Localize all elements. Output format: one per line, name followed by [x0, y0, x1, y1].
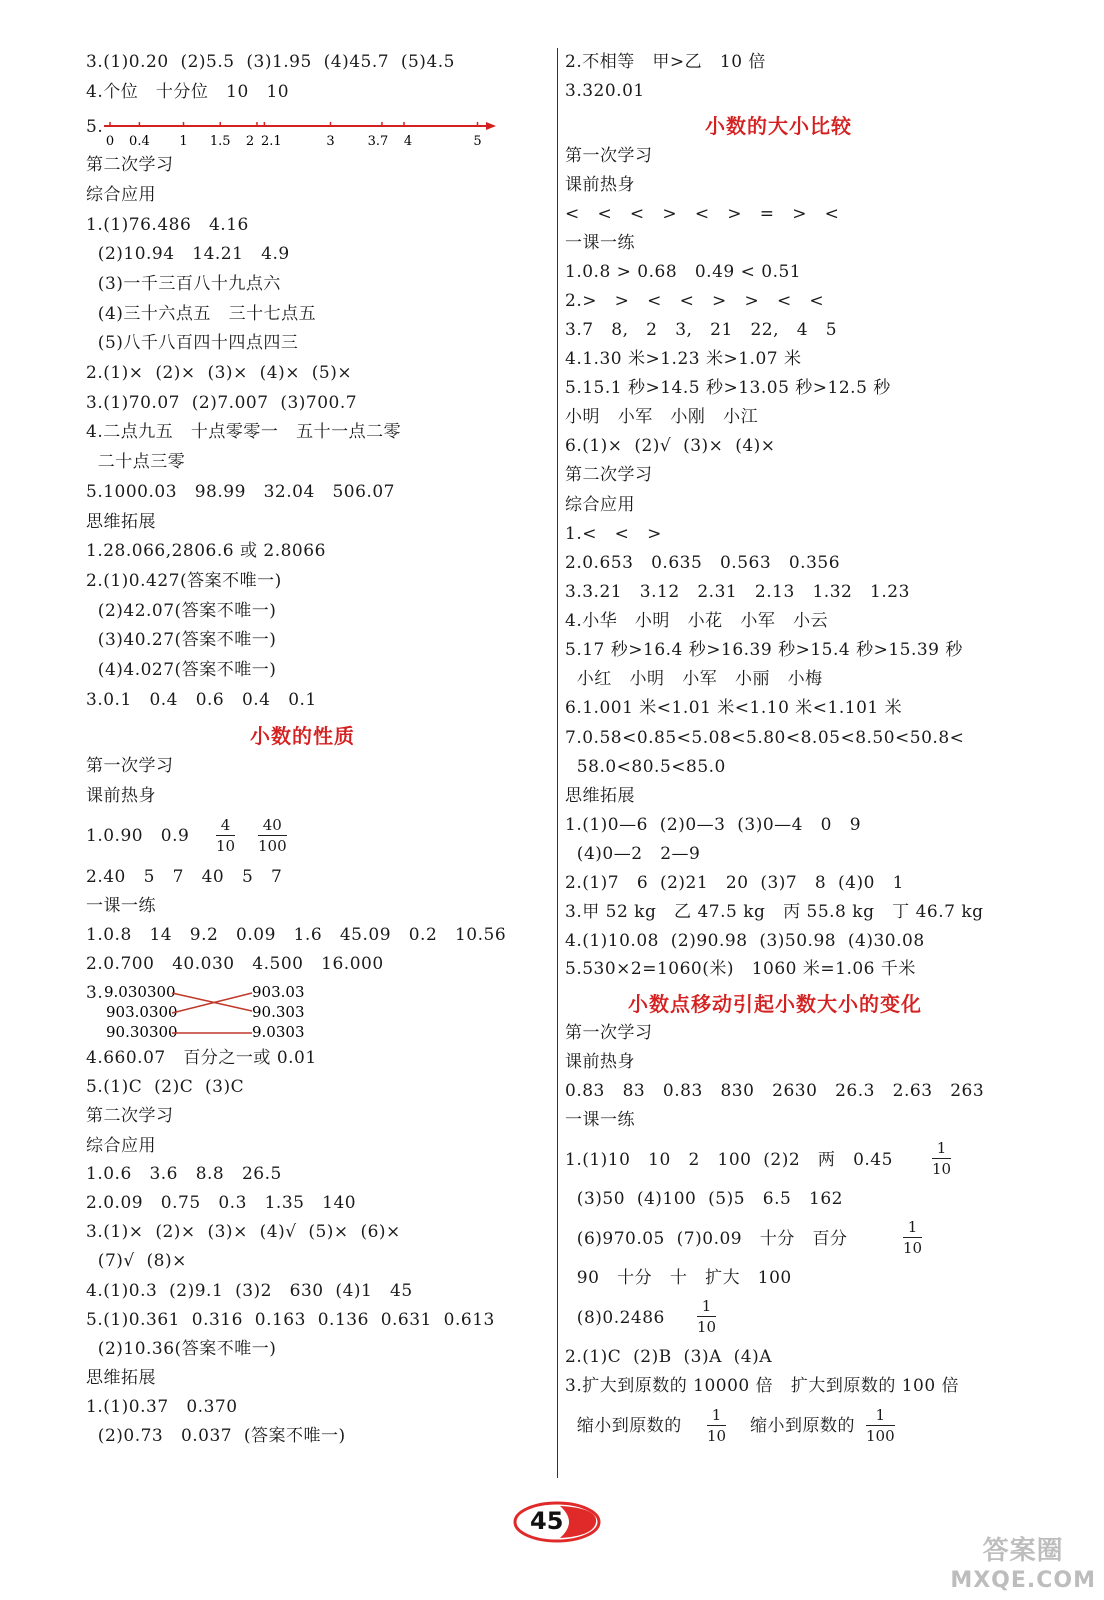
- fraction: [707, 1406, 726, 1445]
- match-left-item: 90.30300: [106, 1023, 178, 1041]
- answer-line: (3)一千三百八十九点六: [86, 274, 281, 294]
- answer-line: (3)50 (4)100 (5)5 6.5 162: [565, 1189, 843, 1209]
- answer-line: 4.个位 十分位 10 10: [86, 82, 290, 102]
- section-heading: 一课一练: [565, 1110, 635, 1130]
- section-title: 小数点移动引起小数大小的变化: [628, 992, 922, 1016]
- section-heading: 综合应用: [86, 185, 156, 205]
- section-heading: 课前热身: [565, 1052, 635, 1072]
- answer-line: 1.(1)0—6 (2)0—3 (3)0—4 0 9: [565, 815, 862, 835]
- section-heading: 思维拓展: [565, 786, 635, 806]
- answer-line: 3.(1)× (2)× (3)× (4)√ (5)× (6)×: [86, 1222, 401, 1242]
- fraction: [932, 1139, 951, 1178]
- answer-line: 5.530×2=1060(米) 1060 米=1.06 千米: [565, 959, 916, 979]
- section-heading: 第一次学习: [565, 146, 653, 166]
- match-right-item: 90.303: [252, 1003, 305, 1021]
- answer-line: 1.(1)0.37 0.370: [86, 1397, 238, 1417]
- match-left-item: 9.030300: [104, 983, 176, 1001]
- section-heading: 第二次学习: [86, 1106, 174, 1126]
- answer-line: 0.83 83 0.83 830 2630 26.3 2.63 263: [565, 1081, 985, 1101]
- section-heading: 综合应用: [565, 495, 635, 515]
- fraction-numerator: 1: [907, 1218, 918, 1236]
- answer-line: 2.0.700 40.030 4.500 16.000: [86, 954, 384, 974]
- answer-line-prefix: 3.: [86, 983, 104, 1003]
- answer-line: (8)0.2486: [565, 1308, 665, 1328]
- section-heading: 第一次学习: [565, 1023, 653, 1043]
- answer-line: 2.> > < < > > < <: [565, 291, 825, 311]
- matching-diagram: [104, 980, 344, 1046]
- answer-line: 1.(1)10 10 2 100 (2)2 两 0.45: [565, 1150, 893, 1170]
- answer-line: 1.0.6 3.6 8.8 26.5: [86, 1164, 282, 1184]
- answer-line: (5)八千八百四十四点四三: [86, 333, 299, 353]
- section-heading: 综合应用: [86, 1136, 156, 1156]
- answer-line: 6.(1)× (2)√ (3)× (4)×: [565, 436, 776, 456]
- answer-line: 5.17 秒>16.4 秒>16.39 秒>15.4 秒>15.39 秒: [565, 640, 963, 660]
- watermark-text: MXQE.COM: [950, 1568, 1096, 1593]
- section-heading: 课前热身: [565, 175, 635, 195]
- page-number: 45: [530, 1507, 564, 1535]
- number-line: [104, 112, 508, 152]
- answer-line: 3.320.01: [565, 81, 645, 101]
- answer-line: 2.不相等 甲>乙 10 倍: [565, 52, 766, 72]
- answer-line: 3.3.21 3.12 2.31 2.13 1.32 1.23: [565, 582, 910, 602]
- answer-line: 5.15.1 秒>14.5 秒>13.05 秒>12.5 秒: [565, 378, 891, 398]
- answer-line: (4)0—2 2—9: [565, 844, 701, 864]
- answer-line: 3.7 8, 2 3, 21 22, 4 5: [565, 320, 838, 340]
- column-divider: [557, 48, 558, 1478]
- answer-line: 7.0.58<0.85<5.08<5.80<8.05<8.50<50.8<: [565, 728, 965, 748]
- number-line-label: 1: [179, 134, 188, 149]
- answer-line: 2.(1)7 6 (2)21 20 (3)7 8 (4)0 1: [565, 873, 904, 893]
- answer-line: 二十点三零: [86, 452, 186, 472]
- answer-line: (2)42.07(答案不唯一): [86, 601, 277, 621]
- answer-line: 5.(1)0.361 0.316 0.163 0.136 0.631 0.613: [86, 1310, 495, 1330]
- answer-line: (4)三十六点五 三十七点五: [86, 304, 317, 324]
- watermark-text: 答案圈: [982, 1536, 1064, 1566]
- answer-line: 3.(1)70.07 (2)7.007 (3)700.7: [86, 393, 358, 413]
- answer-line: 2.0.09 0.75 0.3 1.35 140: [86, 1193, 357, 1213]
- fraction-numerator: 1: [875, 1406, 886, 1424]
- section-heading: 第一次学习: [86, 756, 174, 776]
- section-heading: 一课一练: [565, 233, 635, 253]
- section-title: 小数的大小比较: [705, 114, 852, 138]
- answer-line: (2)10.36(答案不唯一): [86, 1339, 277, 1359]
- section-heading: 第二次学习: [565, 465, 653, 485]
- answer-line: 4.(1)10.08 (2)90.98 (3)50.98 (4)30.08: [565, 931, 925, 951]
- answer-line: 5.1000.03 98.99 32.04 506.07: [86, 482, 395, 502]
- watermark-logo: [950, 1536, 1096, 1596]
- section-heading: 一课一练: [86, 896, 156, 916]
- answer-line: 4.1.30 米>1.23 米>1.07 米: [565, 349, 802, 369]
- answer-line: (7)√ (8)×: [86, 1251, 187, 1271]
- answer-line: 缩小到原数的: [565, 1416, 682, 1436]
- answer-line: 2.0.653 0.635 0.563 0.356: [565, 553, 841, 573]
- answer-line: 5.(1)C (2)C (3)C: [86, 1077, 245, 1097]
- answer-line: (6)970.05 (7)0.09 十分 百分: [565, 1229, 848, 1249]
- fraction: [866, 1406, 895, 1445]
- answer-line: 1.0.90 0.9: [86, 826, 190, 846]
- number-line-label: 1.5: [209, 134, 231, 149]
- number-line-label: 3.7: [367, 134, 389, 149]
- answer-line: 6.1.001 米<1.01 米<1.10 米<1.101 米: [565, 698, 903, 718]
- number-line-label: 3: [326, 134, 335, 149]
- fraction-numerator: 1: [936, 1139, 947, 1157]
- fraction-denominator: 10: [216, 837, 236, 855]
- answer-line: 90 十分 十 扩大 100: [565, 1268, 792, 1288]
- fraction: [903, 1218, 922, 1257]
- answer-line: 3.扩大到原数的 10000 倍 扩大到原数的 100 倍: [565, 1376, 960, 1396]
- fraction-denominator: 100: [258, 837, 287, 855]
- number-line-label: 2.1: [261, 134, 282, 149]
- number-line-label: 2: [245, 134, 255, 149]
- number-line-label: 4: [403, 134, 413, 149]
- answer-line: 1.0.8 14 9.2 0.09 1.6 45.09 0.2 10.56: [86, 925, 507, 945]
- fraction-numerator: 1: [701, 1297, 712, 1315]
- fraction-numerator: 40: [262, 816, 282, 834]
- answer-line: 1.(1)76.486 4.16: [86, 215, 249, 235]
- answer-line: (2)0.73 0.037 (答案不唯一): [86, 1426, 346, 1446]
- section-heading: 第二次学习: [86, 155, 174, 175]
- answer-line: 3.0.1 0.4 0.6 0.4 0.1: [86, 690, 317, 710]
- match-right-item: 903.03: [252, 983, 305, 1001]
- number-line-label: 0: [105, 134, 115, 149]
- answer-line: 2.(1)C (2)B (3)A (4)A: [565, 1347, 773, 1367]
- fraction-denominator: 10: [707, 1427, 727, 1445]
- fraction: [216, 816, 235, 855]
- match-left-item: 903.0300: [106, 1003, 178, 1021]
- answer-line: (3)40.27(答案不唯一): [86, 630, 277, 650]
- answer-line: 4.(1)0.3 (2)9.1 (3)2 630 (4)1 45: [86, 1281, 413, 1301]
- fraction: [258, 816, 287, 855]
- answer-line-prefix: 5.: [86, 117, 104, 137]
- section-heading: 思维拓展: [86, 1368, 156, 1388]
- answer-line: 1.0.8 > 0.68 0.49 < 0.51: [565, 262, 802, 282]
- fraction-numerator: 4: [220, 816, 231, 834]
- answer-line: 小红 小明 小军 小丽 小梅: [565, 669, 823, 689]
- answer-line: 4.二点九五 十点零零一 五十一点二零: [86, 422, 402, 442]
- answer-line: 4.660.07 百分之一或 0.01: [86, 1048, 317, 1068]
- answer-line: (4)4.027(答案不唯一): [86, 660, 277, 680]
- answer-line: 缩小到原数的: [750, 1416, 855, 1436]
- answer-line: 2.40 5 7 40 5 7: [86, 867, 283, 887]
- number-line-label: 0.4: [129, 134, 150, 149]
- fraction-denominator: 10: [932, 1160, 952, 1178]
- answer-line: 1.28.066,2806.6 或 2.8066: [86, 541, 326, 561]
- section-heading: 课前热身: [86, 786, 156, 806]
- answer-line: (2)10.94 14.21 4.9: [86, 244, 290, 264]
- answer-line: 4.小华 小明 小花 小军 小云: [565, 611, 829, 631]
- section-title: 小数的性质: [250, 724, 355, 748]
- answer-line: < < < > < > = > <: [565, 204, 840, 224]
- fraction: [697, 1297, 716, 1336]
- answer-line: 2.(1)× (2)× (3)× (4)× (5)×: [86, 363, 353, 383]
- answer-line: 小明 小军 小刚 小江: [565, 407, 759, 427]
- answer-line: 1.< < >: [565, 524, 662, 544]
- fraction-numerator: 1: [711, 1406, 722, 1424]
- section-heading: 思维拓展: [86, 512, 156, 532]
- fraction-denominator: 10: [903, 1239, 923, 1257]
- match-right-item: 9.0303: [252, 1023, 305, 1041]
- answer-line: 3.甲 52 kg 乙 47.5 kg 丙 55.8 kg 丁 46.7 kg: [565, 902, 984, 922]
- answer-line: 2.(1)0.427(答案不唯一): [86, 571, 282, 591]
- answer-line: 3.(1)0.20 (2)5.5 (3)1.95 (4)45.7 (5)4.5: [86, 52, 455, 72]
- fraction-denominator: 100: [866, 1427, 895, 1445]
- answer-line: 58.0<80.5<85.0: [565, 757, 726, 777]
- fraction-denominator: 10: [697, 1318, 717, 1336]
- number-line-label: 5: [473, 134, 482, 149]
